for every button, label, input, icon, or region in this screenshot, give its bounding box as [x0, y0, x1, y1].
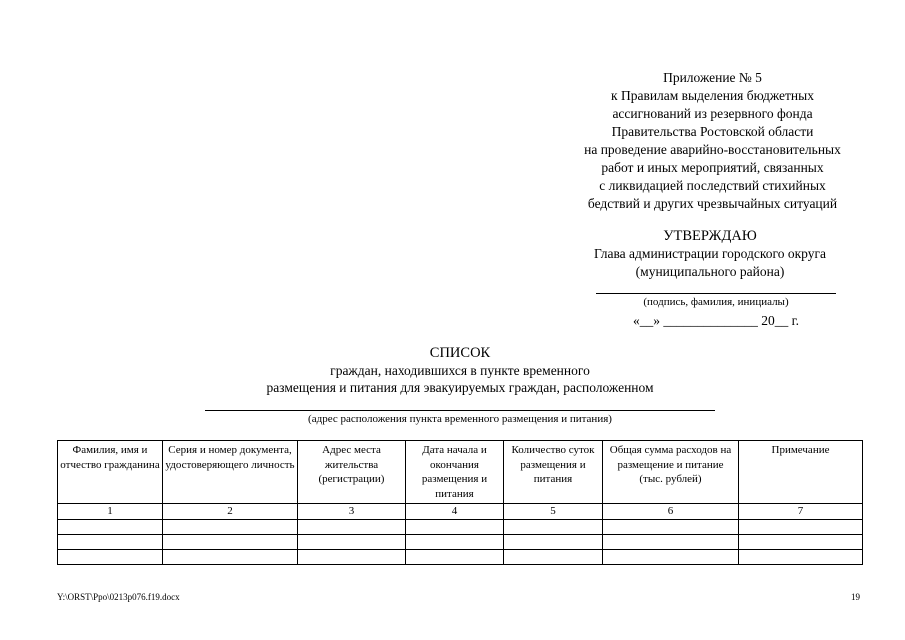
table-cell	[58, 534, 163, 549]
list-subtitle-line1: граждан, находившихся в пункте временного	[330, 363, 590, 378]
table-cell	[504, 549, 603, 564]
address-caption: (адрес расположения пункта временного размещения и питания)	[308, 413, 612, 425]
approval-position-line2: (муниципального района)	[635, 264, 785, 279]
appendix-line: Правительства Ростовской области	[611, 124, 814, 139]
table-cell	[504, 519, 603, 534]
table-row	[58, 519, 863, 534]
table-cell	[58, 549, 163, 564]
appendix-block	[540, 69, 885, 213]
table-row	[58, 549, 863, 564]
table-cell	[603, 549, 739, 564]
column-number: 4	[406, 504, 504, 520]
footer-file-path: Y:\ORST\Ppo\0213p076.f19.docx	[57, 592, 180, 602]
address-line	[205, 410, 715, 411]
approval-block	[560, 227, 860, 281]
header-total-cost: Общая сумма расходов на размещение и питание (тыс. рублей)	[603, 441, 739, 504]
table-cell	[739, 549, 863, 564]
list-subtitle	[160, 362, 760, 396]
table-cell	[298, 534, 406, 549]
header-days-count: Количество суток размещения и питания	[504, 441, 603, 504]
appendix-line: бедствий и других чрезвычайных ситуаций	[587, 196, 838, 211]
header-document: Серия и номер документа, удостоверяющего личность	[163, 441, 298, 504]
column-number: 7	[739, 504, 863, 520]
header-note: Примечание	[739, 441, 863, 504]
column-number: 6	[603, 504, 739, 520]
table-cell	[298, 549, 406, 564]
table-cell	[739, 534, 863, 549]
table-cell	[504, 534, 603, 549]
table-cell	[603, 534, 739, 549]
page-number: 19	[851, 592, 860, 602]
appendix-line: работ и иных мероприятий, связанных	[601, 160, 824, 175]
signature-caption: (подпись, фамилия, инициалы)	[643, 296, 789, 308]
table-cell	[406, 534, 504, 549]
table-cell	[739, 519, 863, 534]
table-cell	[298, 519, 406, 534]
appendix-line: к Правилам выделения бюджетных	[611, 88, 814, 103]
citizens-table	[57, 440, 863, 565]
table-header-row	[58, 441, 863, 504]
column-number: 2	[163, 504, 298, 520]
appendix-line: с ликвидацией последствий стихийных	[599, 178, 826, 193]
column-number: 3	[298, 504, 406, 520]
column-number: 5	[504, 504, 603, 520]
approval-date-line: «__» ______________ 20__ г.	[632, 313, 799, 328]
column-number: 1	[58, 504, 163, 520]
signature-line	[596, 293, 836, 294]
table-cell	[406, 549, 504, 564]
table-row	[58, 534, 863, 549]
list-title: СПИСОК	[429, 345, 491, 361]
header-full-name: Фамилия, имя и отчество гражданина	[58, 441, 163, 504]
table-cell	[406, 519, 504, 534]
approval-position-line1: Глава администрации городского округа	[593, 246, 827, 261]
appendix-line: ассигнований из резервного фонда	[612, 106, 813, 121]
table-cell	[163, 534, 298, 549]
approval-heading: УТВЕРЖДАЮ	[663, 228, 757, 244]
table-cell	[163, 549, 298, 564]
list-subtitle-line2: размещения и питания для эвакуируемых граждан, расположенном	[266, 380, 654, 395]
header-address: Адрес места жительства (регистрации)	[298, 441, 406, 504]
table-cell	[163, 519, 298, 534]
appendix-line: Приложение № 5	[663, 70, 762, 85]
header-dates: Дата начала и окончания размещения и питания	[406, 441, 504, 504]
table-number-row	[58, 504, 863, 520]
table-cell	[58, 519, 163, 534]
appendix-line: на проведение аварийно-восстановительных	[584, 142, 841, 157]
table-cell	[603, 519, 739, 534]
